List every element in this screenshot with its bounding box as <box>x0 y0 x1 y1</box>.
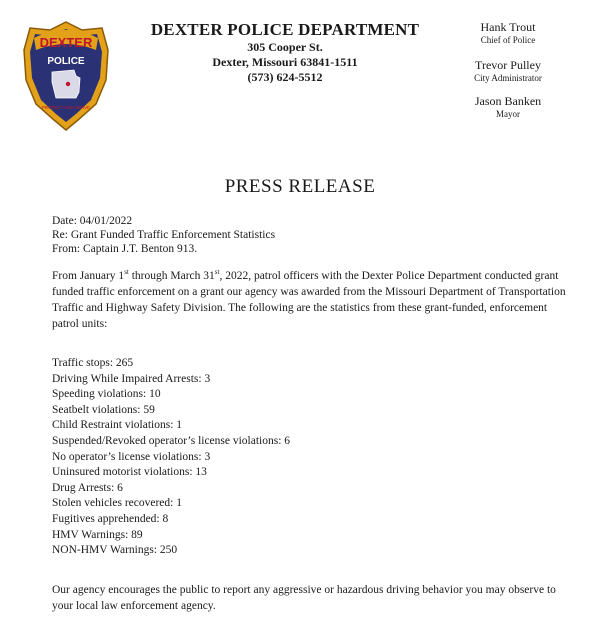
paragraph-text-3: , 2022, patrol officers with the Dexter Police Department conducted grant funded traffic enforcement on a grant our agency was awarded from the Missouri Department of Transportation Traffic and Highway Safety Division. The following are the statistics from these grant-funded, enforcement patrol units: <box>52 270 566 330</box>
official-name: Trevor Pulley <box>475 58 541 72</box>
department-name: DEXTER POLICE DEPARTMENT <box>150 20 420 39</box>
official-administrator <box>448 58 568 84</box>
police-badge-logo <box>22 20 110 132</box>
body-paragraph <box>52 268 572 332</box>
list-item: Drug Arrests: 6 <box>52 481 123 494</box>
official-mayor <box>448 94 568 120</box>
memo-header <box>52 214 275 256</box>
phone-number: (573) 624-5512 <box>247 70 323 84</box>
list-item: Speeding violations: 10 <box>52 388 161 401</box>
official-name: Jason Banken <box>474 94 542 108</box>
letterhead <box>140 20 430 85</box>
list-item: Driving While Impaired Arrests: 3 <box>52 372 211 385</box>
ordinal-suffix: st <box>124 268 129 277</box>
list-item: No operator’s license violations: 3 <box>52 450 211 463</box>
official-title: Chief of Police <box>480 35 536 45</box>
ordinal-suffix: st <box>214 268 220 277</box>
memo-from: From: Captain J.T. Benton 913. <box>52 243 198 255</box>
official-chief <box>448 20 568 46</box>
officials-list <box>448 20 568 128</box>
list-item: Uninsured motorist violations: 13 <box>52 466 207 479</box>
official-name: Hank Trout <box>480 20 536 34</box>
address-city: Dexter, Missouri 63841-1511 <box>212 55 358 69</box>
list-item: NON-HMV Warnings: 250 <box>52 544 178 557</box>
official-title: Mayor <box>496 109 520 119</box>
list-item: Child Restraint violations: 1 <box>52 419 183 432</box>
list-item: Suspended/Revoked operator’s license violations: 6 <box>52 434 291 447</box>
closing-paragraph: Our agency encourages the public to report any aggressive or hazardous driving behavior you may observe to your local law enforcement agency. <box>52 584 556 612</box>
paragraph-text-2: through March 31 <box>128 270 215 282</box>
page-title: PRESS RELEASE <box>224 176 376 197</box>
list-item: Fugitives apprehended: 8 <box>52 512 169 525</box>
statistics-list <box>52 356 290 559</box>
badge-top-text: DEXTER <box>39 35 93 50</box>
list-item: Traffic stops: 265 <box>52 357 134 369</box>
list-item: HMV Warnings: 89 <box>52 528 143 541</box>
badge-bottom-text: PROTECT AND SERVE <box>41 105 91 110</box>
list-item: Stolen vehicles recovered: 1 <box>52 497 182 510</box>
list-item: Seatbelt violations: 59 <box>52 403 155 416</box>
memo-date: Date: 04/01/2022 <box>52 215 133 227</box>
address-street: 305 Cooper St. <box>247 40 323 54</box>
badge-middle-text: POLICE <box>47 56 85 67</box>
memo-subject: Re: Grant Funded Traffic Enforcement Statistics <box>52 229 276 241</box>
official-title: City Administrator <box>474 73 542 83</box>
paragraph-text-1: From January 1 <box>52 270 125 282</box>
